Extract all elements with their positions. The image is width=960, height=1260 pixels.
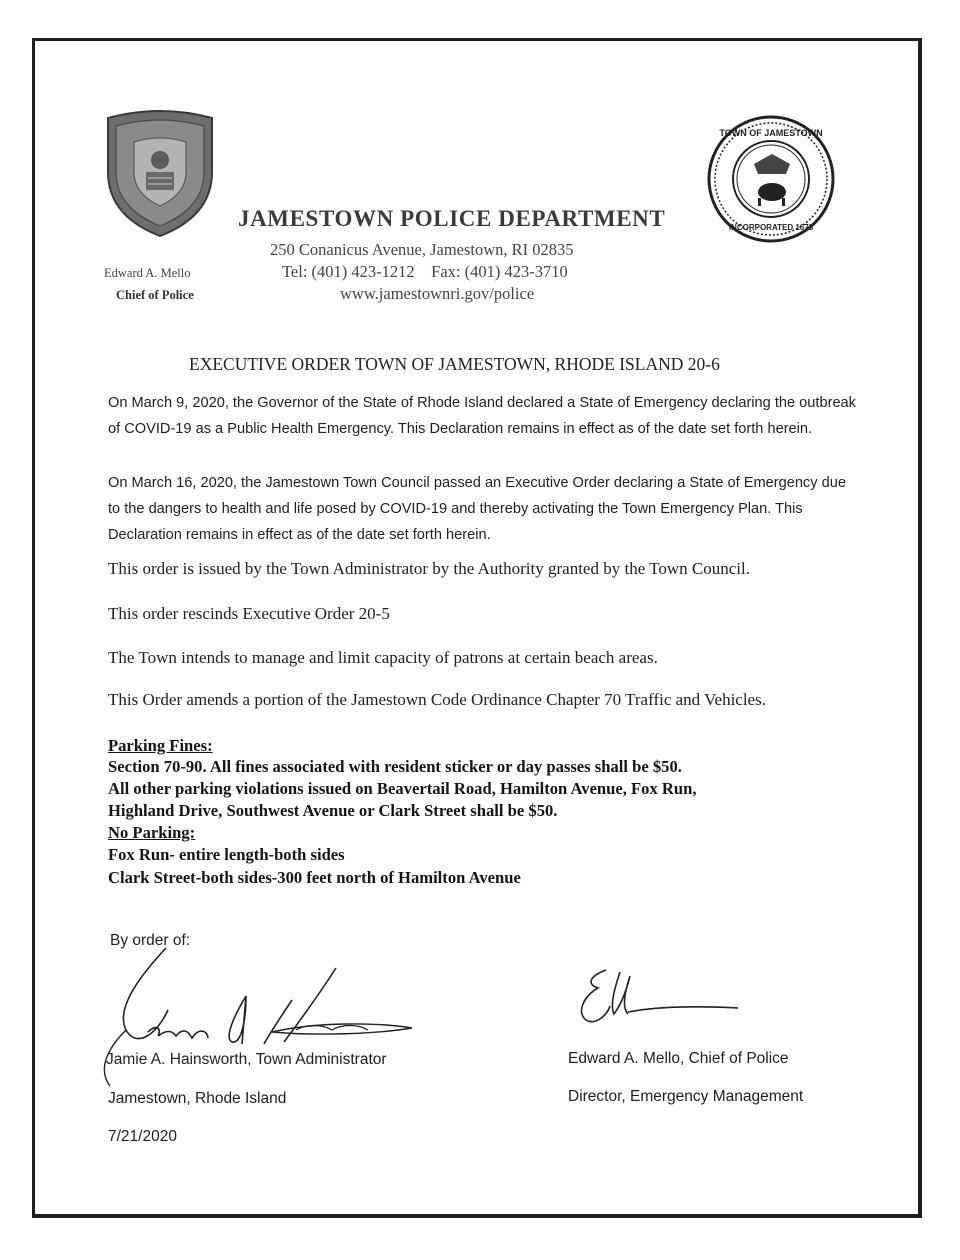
statement-beach-capacity: The Town intends to manage and limit capacity of patrons at certain beach areas. (108, 648, 658, 667)
paragraph-governor-declaration: On March 9, 2020, the Governor of the State of Rhode Island declared a State of Emergency declaring the outbreak of COVID-19 as a Public Health Emergency. This Declaration remains in effect as of the date set forth herein. (108, 395, 856, 437)
town-seal-logo (706, 114, 836, 244)
svg-text:INCORPORATED 1678: INCORPORATED 1678 (728, 223, 814, 232)
department-name: JAMESTOWN POLICE DEPARTMENT (238, 206, 666, 231)
paragraph-council-order: On March 16, 2020, the Jamestown Town Council passed an Executive Order declaring a State of Emergency due to the dangers to health and life posed by COVID-19 and thereby activating the Town Emergency Plan. This Declaration remains in effect as of the date set forth herein. (108, 475, 846, 543)
statement-rescinds: This order rescinds Executive Order 20-5 (108, 604, 390, 623)
order-title: EXECUTIVE ORDER TOWN OF JAMESTOWN, RHODE ISLAND 20-6 (189, 354, 720, 374)
department-address: 250 Conanicus Avenue, Jamestown, RI 02835 (270, 240, 574, 259)
chief-signature-title: Director, Emergency Management (568, 1088, 804, 1105)
no-parking-heading: No Parking: (108, 823, 196, 842)
order-date: 7/21/2020 (108, 1128, 177, 1145)
parking-fines-line: Highland Drive, Southwest Avenue or Clark Street shall be $50. (108, 801, 558, 820)
chief-signature (570, 962, 750, 1032)
statement-authority: This order is issued by the Town Administrator by the Authority granted by the Town Council. (108, 559, 750, 578)
svg-text:TOWN OF JAMESTOWN: TOWN OF JAMESTOWN (719, 128, 823, 138)
statement-code-amendment: This Order amends a portion of the Jamestown Code Ordinance Chapter 70 Traffic and Vehicles. (108, 690, 766, 709)
letterhead-chief-title: Chief of Police (116, 288, 194, 302)
parking-fines-line: All other parking violations issued on Beavertail Road, Hamilton Avenue, Fox Run, (108, 779, 697, 798)
letterhead-chief-name: Edward A. Mello (104, 266, 191, 280)
department-website: www.jamestownri.gov/police (340, 284, 535, 303)
no-parking-line: Fox Run- entire length-both sides (108, 845, 345, 864)
parking-fines-heading: Parking Fines: (108, 736, 213, 755)
by-order-label: By order of: (110, 932, 191, 949)
police-badge-logo (100, 108, 220, 240)
parking-fines-line: Section 70-90. All fines associated with resident sticker or day passes shall be $50. (108, 757, 682, 776)
department-phone-fax: Tel: (401) 423-1212 Fax: (401) 423-3710 (282, 262, 568, 281)
chief-signature-name: Edward A. Mello, Chief of Police (568, 1050, 789, 1067)
administrator-location: Jamestown, Rhode Island (108, 1090, 287, 1107)
no-parking-line: Clark Street-both sides-300 feet north of Hamilton Avenue (108, 868, 521, 887)
administrator-name: Jamie A. Hainsworth, Town Administrator (106, 1051, 387, 1068)
